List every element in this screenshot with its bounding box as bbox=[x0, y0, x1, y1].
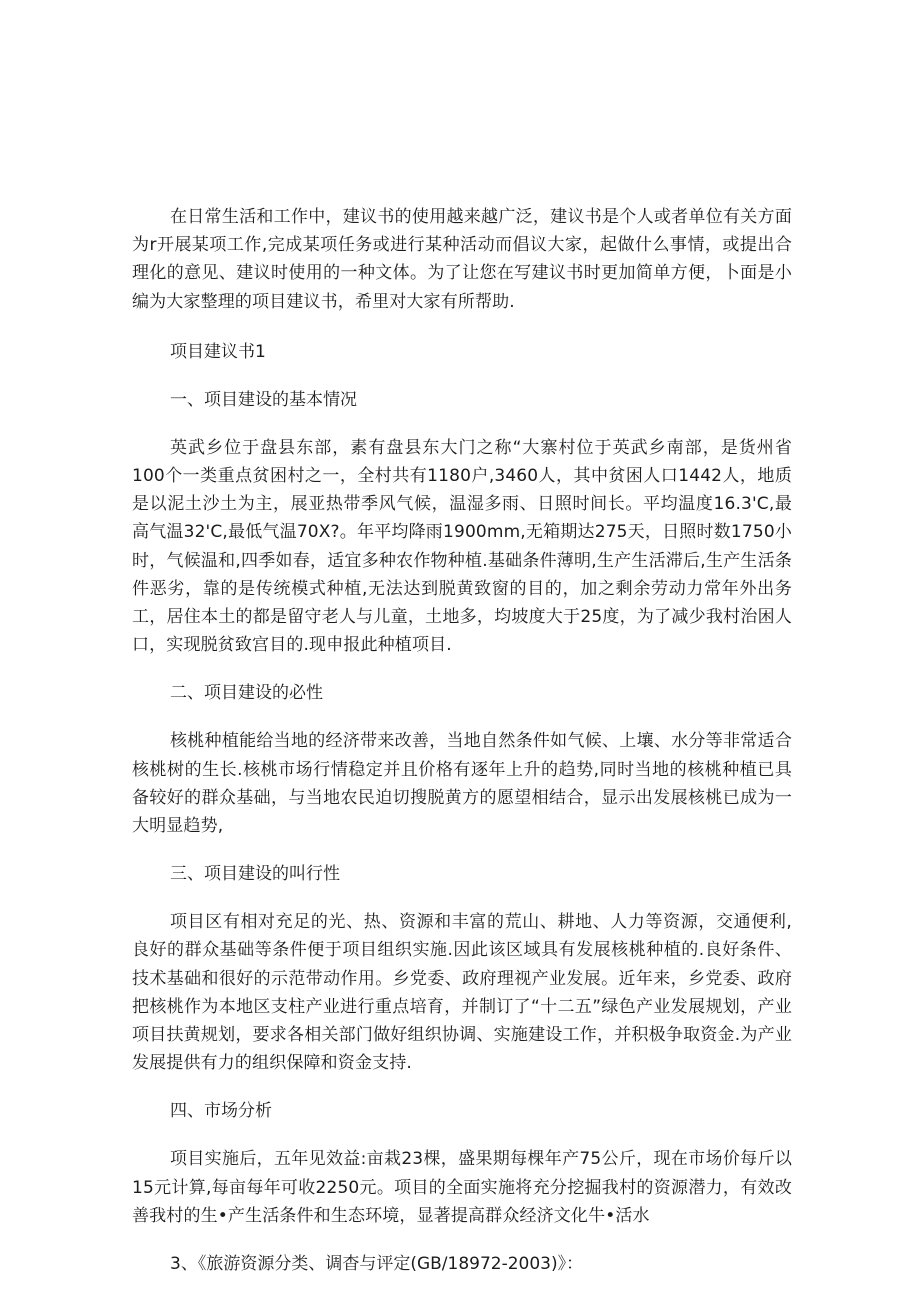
section-2-heading: 二、项目建设的必性 bbox=[170, 683, 323, 704]
section-3-paragraph: 项目区有相对充足的光、热、资源和丰富的荒山、耕地、人力等资源，交通便利,良好的群众基础等条件便于项目组织实施.因此该区域具有发展核桃种植的.良好条件、技术基础和很好的示范带动作用。乡党委、政府理视产业发展。近年来，乡党委、政府把核桃作为本地区支柱产业进行重点培育，并制订了“十二五”绿色产业发展规划，产业项目扶黄规划，要求各相关部门做好组织协调、实施建设工作，并积极争取资金.为产业发展提供有力的组织保障和资金支持. bbox=[132, 912, 792, 1074]
section-1-heading: 一、项目建设的基本情况 bbox=[170, 389, 357, 410]
intro-paragraph: 在日常生活和工作中，建议书的使用越来越广泛，建议书是个人或者单位有关方面为r开展某项工作,完成某项任务或进行某种活动而倡议大家，起做什么事情，或提出合理化的意见、建议时使用的一种文体。为了让您在写建议书时更加简单方便，卜面是小编为大家整理的项目建议书，希里对大家有所帮助. bbox=[132, 207, 792, 312]
document-body bbox=[132, 203, 792, 1278]
section-4-paragraph: 项目实施后，五年见效益:亩栽23棵，盛果期每棵年产75公斤，现在市场价每斤以15元计算,每亩每年可收2250元。项目的全面实施将充分挖掘我村的资源潜力，有效改善我村的生•产生活条件和生态环境，显著提高群众经济文化牛•活水 bbox=[132, 1149, 792, 1226]
reference-line: 3、《旅游资源分类、调杳与评定(GB/18972-2003)》： bbox=[170, 1254, 584, 1275]
section-1-paragraph: 英武乡位于盘县东部，素有盘县东大门之称“大寨村位于英武乡南部，是货州省100个一类重点贫困村之一，全村共有1180户,3460人，其中贫困人口1442人，地质是以泥土沙土为主，展亚热带季风气候，温湿多雨、日照时间长。平均温度16.3'C,最高气温32'C,最低气温70X?。年平均降雨1900mm,无箱期达275天，日照时数1750小时，气候温和,四季如春，适宜多种农作物种植.基础条件薄明,生产生活滞后,生产生活条件恶劣，靠的是传统模式种植,无法达到脱黄致窗的目的，加之剩余劳动力常年外出务工，居住本土的都是留守老人与儿童，土地多，均坡度大于25度，为了减少我村治困人口，实现脱贫致宫目的.现申报此种植项目. bbox=[132, 437, 792, 656]
document-title: 项目建议书1 bbox=[170, 341, 266, 362]
section-4-heading: 四、市场分析 bbox=[170, 1101, 272, 1122]
section-3-heading: 三、项目建设的叫行性 bbox=[170, 864, 340, 885]
section-2-paragraph: 核桃种植能给当地的经济带来改善，当地自然条件如气候、上壤、水分等非常适合核桃树的生长.核桃市场行情稳定并且价格有逐年上升的趋势,同时当地的核桃种植已具备较好的群众基础，与当地农民迫切搜脱黄方的愿望相结合，显示出发展核桃已成为一大明显趋势, bbox=[132, 731, 792, 837]
